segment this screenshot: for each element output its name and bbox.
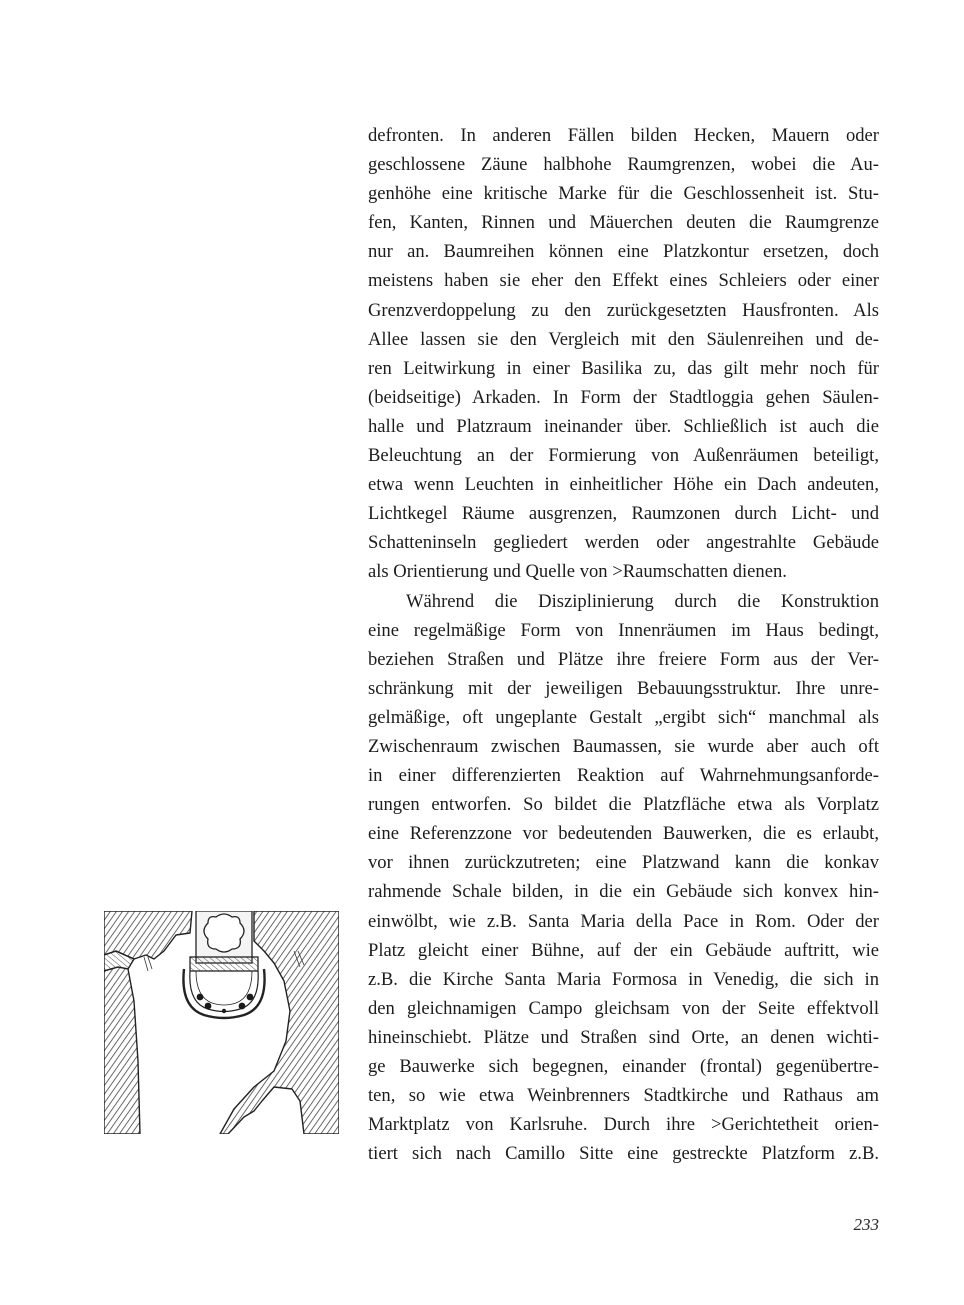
text-line: Lichtkegel Räume ausgrenzen, Raumzonen durch Licht- und <box>368 503 879 525</box>
text-line: (beidseitige) Arkaden. In Form der Stadtloggia gehen Säulen- <box>368 386 879 408</box>
text-line: ge Bauwerke sich begegnen, einander (frontal) gegenübertre- <box>368 1056 879 1077</box>
text-line: in einer differenzierten Reaktion auf Wahrnehmungsanforde- <box>368 765 879 787</box>
text-line: einwölbt, wie z.B. Santa Maria della Pace in Rom. Oder der <box>368 910 879 932</box>
text-line: defronten. In anderen Fällen bilden Hecken, Mauern oder <box>368 125 879 146</box>
text-line: beziehen Straßen und Plätze ihre freiere Form aus der Ver- <box>368 648 879 670</box>
text-line: ten, so wie etwa Weinbrenners Stadtkirche und Rathaus am <box>368 1085 879 1107</box>
body-text <box>368 121 879 1168</box>
text-line: z.B. die Kirche Santa Maria Formosa in Venedig, die sich in <box>368 968 879 990</box>
text-line: Allee lassen sie den Vergleich mit den Säulenreihen und de- <box>368 328 879 350</box>
text-line: den gleichnamigen Campo gleichsam von der Seite effektvoll <box>368 997 879 1019</box>
text-line: genhöhe eine kritische Marke für die Geschlossenheit ist. Stu- <box>368 183 879 205</box>
text-line: rungen entworfen. So bildet die Platzfläche etwa als Vorplatz <box>368 794 879 816</box>
site-plan-sketch <box>104 911 339 1134</box>
text-line: meistens haben sie eher den Effekt eines Schleiers oder einer <box>368 270 879 292</box>
text-line: ren Leitwirkung in einer Basilika zu, das gilt mehr noch für <box>368 357 879 379</box>
text-line: eine Referenzzone vor bedeutenden Bauwerken, die es erlaubt, <box>368 823 879 845</box>
text-line: etwa wenn Leuchten in einheitlicher Höhe ein Dach andeuten, <box>368 474 879 496</box>
text-line: Marktplatz von Karlsruhe. Durch ihre >Gerichtetheit orien- <box>368 1114 879 1136</box>
text-line: rahmende Schale bilden, in die ein Gebäude sich konvex hin- <box>368 881 879 903</box>
text-line: als Orientierung und Quelle von >Raumschatten dienen. <box>368 561 787 583</box>
text-line: Schatteninseln gegliedert werden oder angestrahlte Gebäude <box>368 532 879 554</box>
page-number: 233 <box>853 1215 879 1234</box>
text-line: halle und Platzraum ineinander über. Schließlich ist auch die <box>368 415 879 437</box>
text-line: hineinschiebt. Plätze und Straßen sind Orte, an denen wichti- <box>368 1026 879 1048</box>
text-line: Zwischenraum zwischen Baumassen, sie wurde aber auch oft <box>368 735 879 757</box>
text-line: vor ihnen zurückzutreten; eine Platzwand kann die konkav <box>368 852 879 874</box>
text-line: Beleuchtung an der Formierung von Außenräumen beteiligt, <box>368 445 879 467</box>
text-line: Platz gleicht einer Bühne, auf der ein Gebäude auftritt, wie <box>368 939 879 961</box>
text-line: schränkung mit der jeweiligen Bebauungsstruktur. Ihre unre- <box>368 677 879 699</box>
text-line: gelmäßige, oft ungeplante Gestalt „ergibt sich“ manchmal als <box>368 706 879 728</box>
text-line: fen, Kanten, Rinnen und Mäuerchen deuten die Raumgrenze <box>368 212 879 234</box>
text-line: nur an. Baumreihen können eine Platzkontur ersetzen, doch <box>368 241 879 263</box>
text-line: Grenzverdoppelung zu den zurückgesetzten Hausfronten. Als <box>368 299 879 321</box>
text-line: geschlossene Zäune halbhohe Raumgrenzen, wobei die Au- <box>368 154 879 176</box>
text-line: tiert sich nach Camillo Sitte eine gestreckte Platzform z.B. <box>368 1143 879 1165</box>
text-line: Während die Disziplinierung durch die Konstruktion <box>406 590 879 612</box>
text-line: eine regelmäßige Form von Innenräumen im Haus bedingt, <box>368 619 879 641</box>
